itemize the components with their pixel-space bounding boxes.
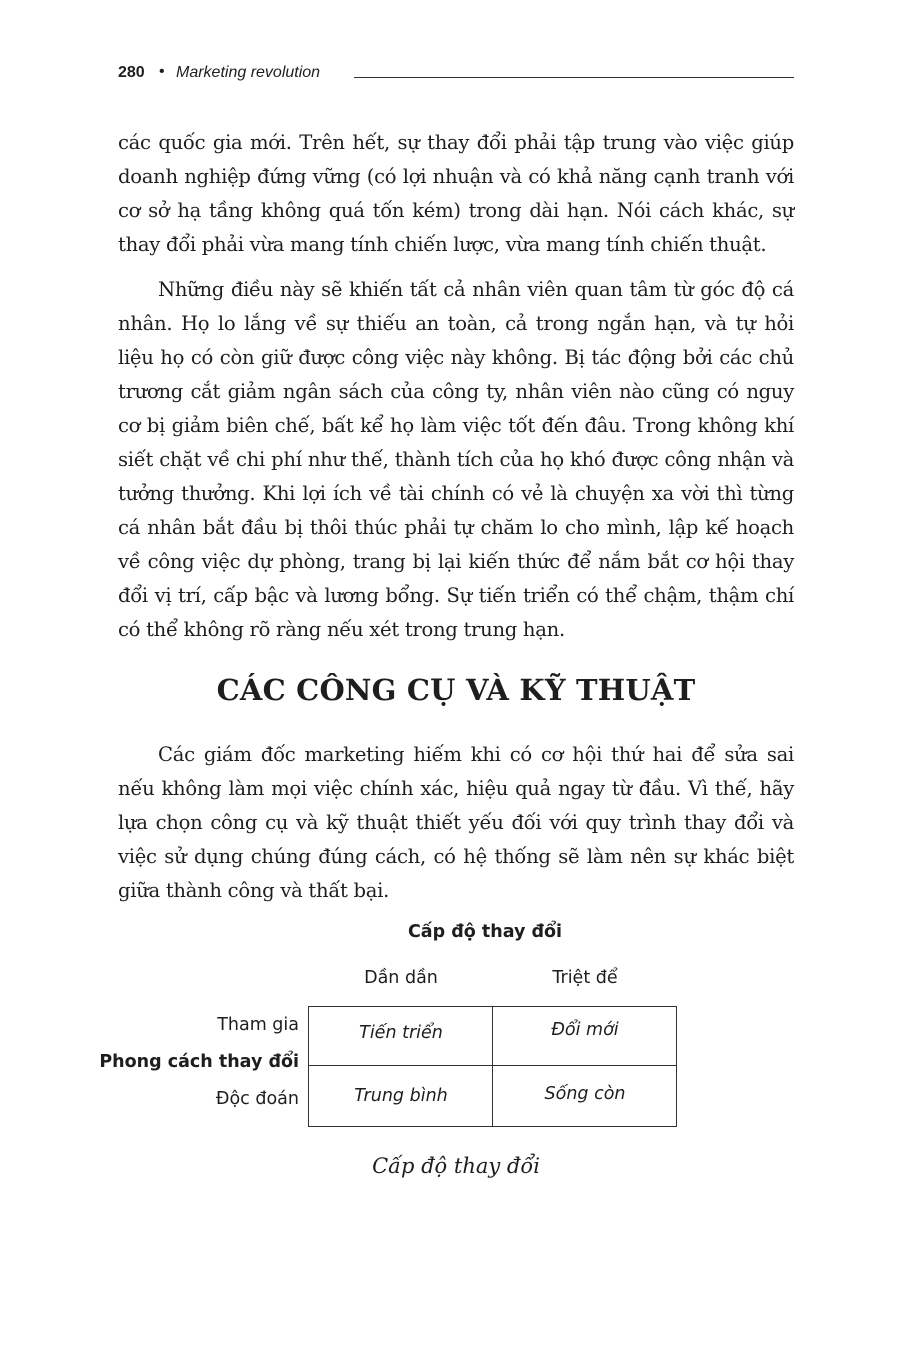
header-bullet: • [159, 63, 165, 80]
cell-evolutionary: Tiến triển [359, 1023, 443, 1043]
cell-transformational: Đổi mới [551, 1020, 619, 1040]
cell-survival: Sống còn [544, 1084, 626, 1104]
row-label-directive: Độc đoán [215, 1089, 299, 1109]
section-heading: CÁC CÔNG CỤ VÀ KỸ THUẬT [216, 673, 696, 707]
header-rule [354, 77, 794, 78]
paragraph-3: Các giám đốc marketing hiếm khi có cơ hội thứ hai để sửa sai nếu không làm mọi việc chính xác, hiệu quả ngay từ đầu. Vì thế, hãy lựa chọn công cụ và kỹ thuật thiết yếu đối với quy trình thay đổi và việc sử dụng chúng đúng cách, có hệ thống sẽ làm nên sự khác biệt giữa thành công và thất bại. [118, 743, 794, 902]
page-number: 280 [118, 64, 145, 81]
matrix-grid [308, 1006, 677, 1127]
paragraph-2: Những điều này sẽ khiến tất cả nhân viên quan tâm từ góc độ cá nhân. Họ lo lắng về sự thiếu an toàn, cả trong ngắn hạn, và tự hỏi liệu họ có còn giữ được công việc này không. Bị tác động bởi các chủ trương cắt giảm ngân sách của công ty, nhân viên nào cũng có nguy cơ bị giảm biên chế, bất kể họ làm việc tốt đến đâu. Trong không khí siết chặt về chi phí như thế, thành tích của họ khó được công nhận và tưởng thưởng. Khi lợi ích về tài chính có vẻ là chuyện xa vời thì từng cá nhân bắt đầu bị thôi thúc phải tự chăm lo cho mình, lập kế hoạch về công việc dự phòng, trang bị lại kiến thức để nắm bắt cơ hội thay đổi vị trí, cấp bậc và lương bổng. Sự tiến triển có thể chậm, thậm chí có thể không rõ ràng nếu xét trong trung hạn. [118, 278, 794, 641]
grid-bottom-line [308, 1126, 677, 1127]
grid-center-line [492, 1006, 493, 1127]
grid-left-line [308, 1006, 309, 1127]
grid-middle-line [308, 1065, 677, 1066]
grid-right-line [676, 1006, 677, 1127]
cell-moderate: Trung bình [354, 1086, 448, 1106]
column-label-radical: Triệt để [552, 968, 618, 988]
paragraph-1: các quốc gia mới. Trên hết, sự thay đổi phải tập trung vào việc giúp doanh nghiệp đứng vững (có lợi nhuận và có khả năng cạnh tranh với cơ sở hạ tầng không quá tốn kém) trong dài hạn. Nói cách khác, sự thay đổi phải vừa mang tính chiến lược, vừa mang tính chiến thuật. [118, 131, 794, 256]
diagram-top-title: Cấp độ thay đổi [407, 922, 563, 942]
book-title: Marketing revolution [176, 64, 321, 81]
running-header [118, 62, 794, 86]
grid-top-line [308, 1006, 677, 1007]
diagram-side-title: Phong cách thay đổi [99, 1052, 299, 1072]
figure-caption: Cấp độ thay đổi [372, 1154, 540, 1178]
row-label-participative: Tham gia [217, 1015, 299, 1035]
column-label-gradual: Dần dần [364, 968, 438, 988]
